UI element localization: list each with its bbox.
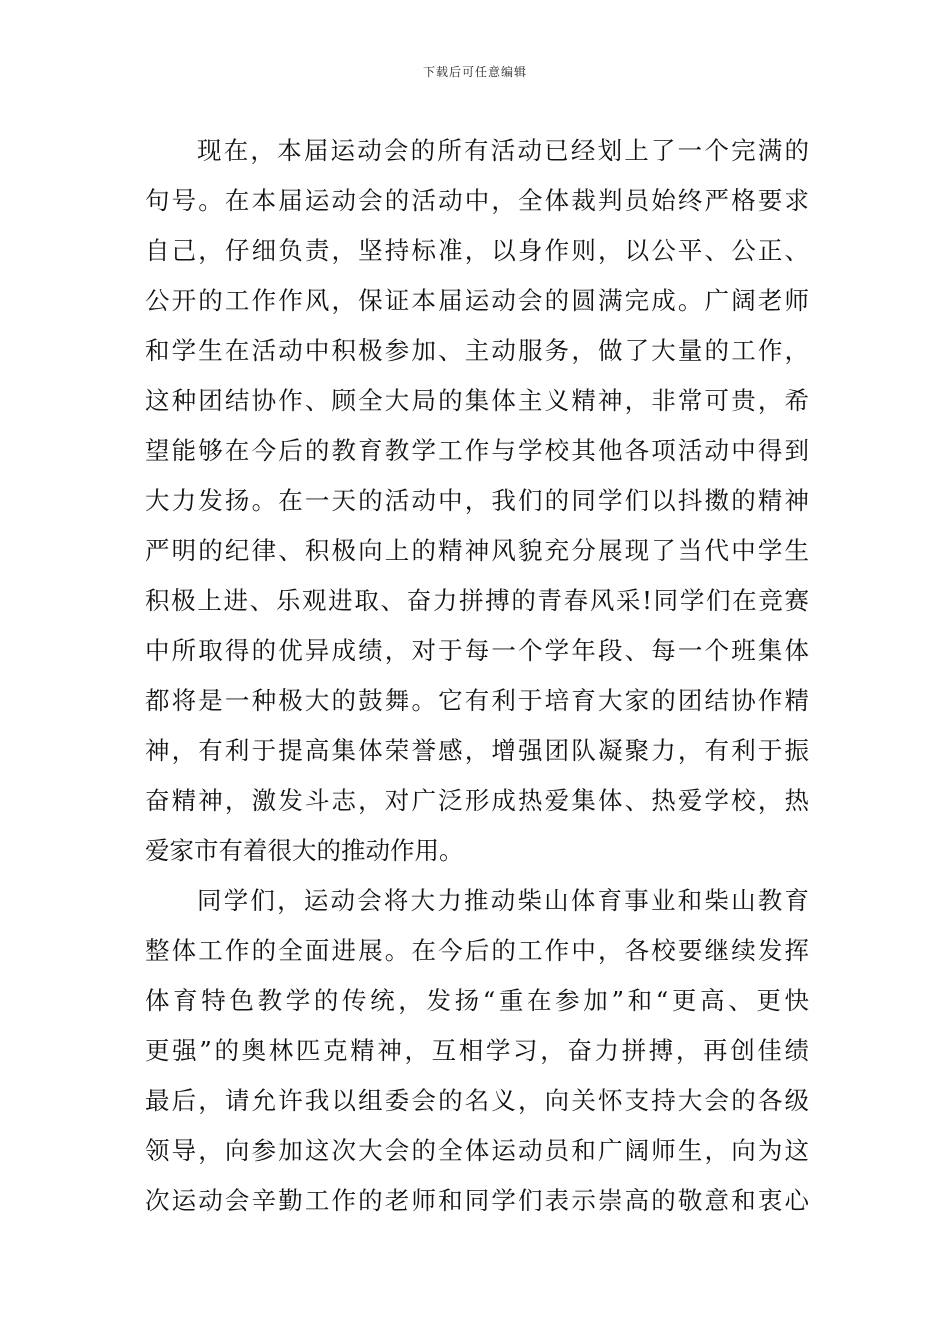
- text-line: 望能够在今后的教育教学工作与学校其他各项活动中得到: [145, 436, 809, 465]
- text-line: 神，有利于提高集体荣誉感，增强团队凝聚力，有利于振: [145, 736, 809, 765]
- text-line: 奋精神，激发斗志，对广泛形成热爱集体、热爱学校，热: [145, 786, 809, 815]
- text-line: 整体工作的全面进展。在今后的工作中，各校要继续发挥: [145, 936, 809, 965]
- text-line: 这种团结协作、顾全大局的集体主义精神，非常可贵，希: [145, 386, 809, 415]
- text-line: 大力发扬。在一天的活动中，我们的同学们以抖擞的精神: [145, 486, 809, 515]
- text-line: 最后，请允许我以组委会的名义，向关怀支持大会的各级: [145, 1086, 809, 1115]
- text-line: 句号。在本届运动会的活动中，全体裁判员始终严格要求: [145, 186, 809, 215]
- text-line: 公开的工作作风，保证本届运动会的圆满完成。广阔老师: [145, 286, 809, 315]
- text-line: 同学们，运动会将大力推动柴山体育事业和柴山教育: [197, 886, 809, 915]
- text-line: 现在，本届运动会的所有活动已经划上了一个完满的: [197, 136, 809, 165]
- document-body: [145, 126, 809, 1226]
- text-line: 积极上进、乐观进取、奋力拼搏的青春风采!同学们在竞赛: [145, 586, 809, 615]
- text-line: 领导，向参加这次大会的全体运动员和广阔师生，向为这: [145, 1136, 809, 1165]
- text-line: 体育特色教学的传统，发扬“重在参加”和“更高、更快: [145, 986, 809, 1015]
- text-line: 严明的纪律、积极向上的精神风貌充分展现了当代中学生: [145, 536, 809, 565]
- page-header: 下载后可任意编辑: [422, 65, 527, 79]
- text-line: 中所取得的优异成绩，对于每一个学年段、每一个班集体: [145, 636, 809, 665]
- text-line: 都将是一种极大的鼓舞。它有利于培育大家的团结协作精: [145, 686, 809, 715]
- text-line: 爱家市有着很大的推动作用。: [145, 836, 464, 865]
- text-line: 和学生在活动中积极参加、主动服务，做了大量的工作，: [145, 336, 809, 365]
- text-line: 次运动会辛勤工作的老师和同学们表示崇高的敬意和衷心: [145, 1186, 809, 1215]
- text-line: 更强”的奥林匹克精神，互相学习，奋力拼搏，再创佳绩: [145, 1036, 809, 1065]
- text-line: 自己，仔细负责，坚持标准，以身作则，以公平、公正、: [145, 236, 809, 265]
